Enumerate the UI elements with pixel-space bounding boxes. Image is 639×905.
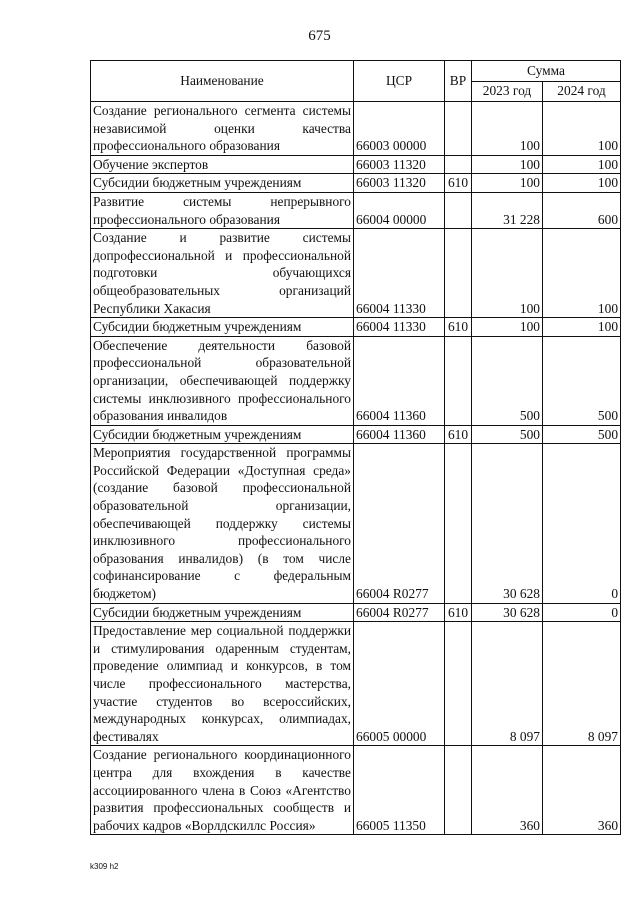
row-sum-2023: 500 xyxy=(472,336,543,425)
table-row xyxy=(91,318,621,337)
header-name: Наименование xyxy=(91,61,354,102)
row-code: 66004 11360 xyxy=(354,425,445,444)
row-sum-2024: 360 xyxy=(543,746,621,835)
header-sum: Сумма xyxy=(472,61,621,82)
row-code: 66005 11350 xyxy=(354,746,445,835)
row-name: Обеспечение деятельности базовой профессиональной образовательной организации, обеспечивающей поддержку системы инклюзивного профессионального образования инвалидов xyxy=(91,336,354,425)
row-code: 66003 11320 xyxy=(354,174,445,193)
row-name: Создание и развитие системы допрофессиональной и профессиональной подготовки обучающихся общеобразовательных организаций Республики Хакасия xyxy=(91,229,354,318)
header-vr: ВР xyxy=(445,61,472,102)
row-name: Предоставление мер социальной поддержки и стимулирования одаренным студентам, проведение олимпиад и конкурсов, в том числе профессионального мастерства, участие студентов во всероссийских, международных конкурсах, олимпиадах, фестивалях xyxy=(91,622,354,746)
row-sum-2024: 600 xyxy=(543,192,621,228)
row-code: 66004 11360 xyxy=(354,336,445,425)
row-vr: 610 xyxy=(445,603,472,622)
row-name: Субсидии бюджетным учреждениям xyxy=(91,425,354,444)
row-sum-2024: 100 xyxy=(543,155,621,174)
row-sum-2024: 0 xyxy=(543,603,621,622)
row-sum-2023: 360 xyxy=(472,746,543,835)
row-sum-2024: 500 xyxy=(543,425,621,444)
row-sum-2023: 31 228 xyxy=(472,192,543,228)
header-year-2023: 2023 год xyxy=(472,81,543,102)
row-sum-2023: 500 xyxy=(472,425,543,444)
row-vr xyxy=(445,102,472,156)
footer-document-code: k309 h2 xyxy=(90,862,119,871)
row-vr xyxy=(445,746,472,835)
row-name: Развитие системы непрерывного профессионального образования xyxy=(91,192,354,228)
row-vr: 610 xyxy=(445,318,472,337)
table-header xyxy=(91,61,621,102)
row-vr xyxy=(445,155,472,174)
row-code: 66005 00000 xyxy=(354,622,445,746)
row-sum-2024: 100 xyxy=(543,229,621,318)
row-name: Субсидии бюджетным учреждениям xyxy=(91,174,354,193)
row-sum-2023: 100 xyxy=(472,155,543,174)
row-sum-2024: 8 097 xyxy=(543,622,621,746)
table-row xyxy=(91,603,621,622)
row-code: 66004 00000 xyxy=(354,192,445,228)
row-vr xyxy=(445,192,472,228)
table-row xyxy=(91,336,621,425)
row-vr: 610 xyxy=(445,174,472,193)
row-sum-2024: 0 xyxy=(543,444,621,603)
table-row xyxy=(91,444,621,603)
row-name: Мероприятия государственной программы Российской Федерации «Доступная среда» (создание базовой профессиональной образовательной организации, обеспечивающей поддержку системы инклюзивного профессионального образования инвалидов) (в том числе софинансирование с федеральным бюджетом) xyxy=(91,444,354,603)
table-row xyxy=(91,425,621,444)
table-row xyxy=(91,622,621,746)
row-code: 66004 11330 xyxy=(354,229,445,318)
row-code: 66003 11320 xyxy=(354,155,445,174)
row-code: 66004 R0277 xyxy=(354,603,445,622)
table-row xyxy=(91,102,621,156)
row-name: Обучение экспертов xyxy=(91,155,354,174)
row-name: Субсидии бюджетным учреждениям xyxy=(91,603,354,622)
table-row xyxy=(91,229,621,318)
row-sum-2023: 30 628 xyxy=(472,603,543,622)
row-sum-2024: 100 xyxy=(543,318,621,337)
table-row xyxy=(91,192,621,228)
table-row xyxy=(91,174,621,193)
row-vr xyxy=(445,622,472,746)
row-vr: 610 xyxy=(445,425,472,444)
row-code: 66004 11330 xyxy=(354,318,445,337)
header-code: ЦСР xyxy=(354,61,445,102)
row-code: 66004 R0277 xyxy=(354,444,445,603)
budget-table xyxy=(90,60,621,835)
row-code: 66003 00000 xyxy=(354,102,445,156)
row-sum-2023: 100 xyxy=(472,229,543,318)
row-vr xyxy=(445,444,472,603)
row-sum-2023: 100 xyxy=(472,318,543,337)
row-sum-2024: 100 xyxy=(543,174,621,193)
row-sum-2024: 500 xyxy=(543,336,621,425)
row-sum-2023: 100 xyxy=(472,102,543,156)
row-sum-2023: 30 628 xyxy=(472,444,543,603)
page-number: 675 xyxy=(308,28,331,44)
row-name: Создание регионального координационного центра для вхождения в качестве ассоциированного члена в Союз «Агентство развития профессиональных сообществ и рабочих кадров «Ворлдскиллс Россия» xyxy=(91,746,354,835)
row-sum-2023: 8 097 xyxy=(472,622,543,746)
table-row xyxy=(91,746,621,835)
row-vr xyxy=(445,336,472,425)
row-vr xyxy=(445,229,472,318)
row-sum-2023: 100 xyxy=(472,174,543,193)
row-name: Создание регионального сегмента системы независимой оценки качества профессионального образования xyxy=(91,102,354,156)
table-row xyxy=(91,155,621,174)
row-name: Субсидии бюджетным учреждениям xyxy=(91,318,354,337)
header-year-2024: 2024 год xyxy=(543,81,621,102)
row-sum-2024: 100 xyxy=(543,102,621,156)
